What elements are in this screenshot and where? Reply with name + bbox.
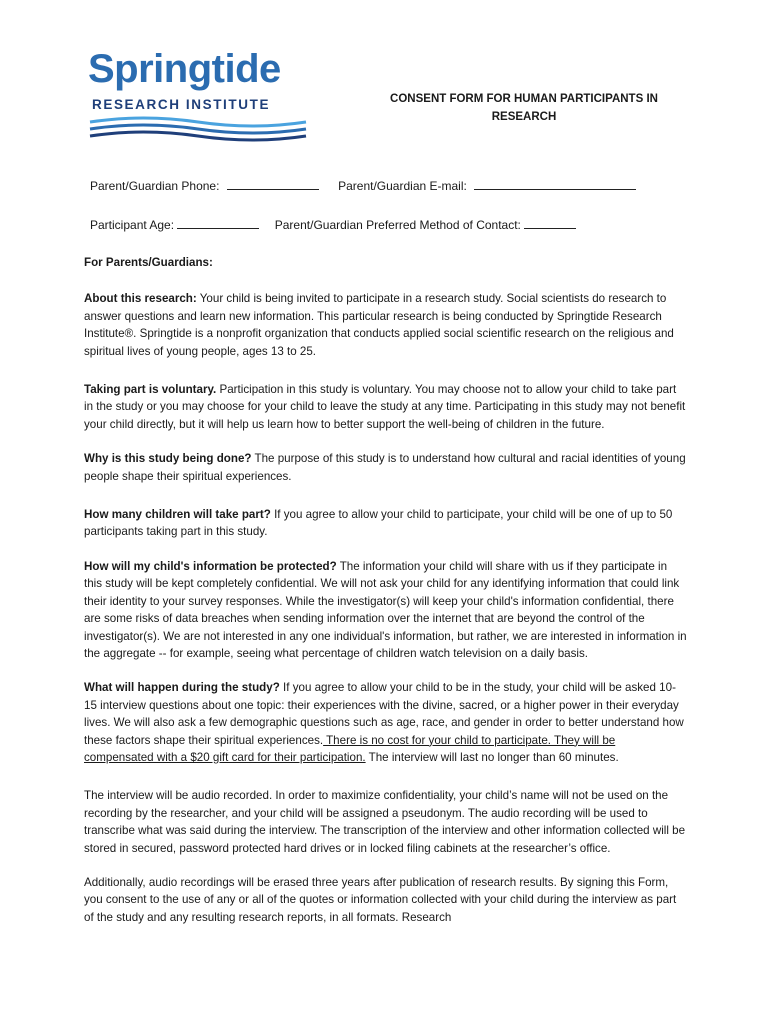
voluntary-paragraph bbox=[84, 381, 688, 433]
phone-email-row bbox=[90, 176, 636, 193]
form-title-line2: RESEARCH bbox=[491, 111, 557, 123]
contact-method-field[interactable] bbox=[524, 215, 576, 229]
logo-brand-text: Springtide bbox=[88, 47, 281, 91]
form-title bbox=[374, 90, 674, 126]
section-heading: For Parents/Guardians: bbox=[84, 256, 213, 269]
about-heading: About this research: bbox=[84, 292, 197, 306]
during-tail: The interview will last no longer than 60 minutes. bbox=[365, 750, 619, 764]
during-body: If you agree to allow your child to be in the study, your child will be asked 10-15 interview questions about one topic: their experiences with the divine, sacred, or a higher power in their everyday lives. We will also ask a few demographic questions such as age, race, and gender in order to better understand how these factors shape their spiritual experiences. bbox=[84, 681, 684, 747]
email-label: Parent/Guardian E-mail: bbox=[338, 179, 467, 193]
age-field[interactable] bbox=[177, 215, 259, 229]
why-paragraph bbox=[84, 450, 688, 485]
about-paragraph bbox=[84, 290, 688, 360]
recorded-paragraph: The interview will be audio recorded. In order to maximize confidentiality, your child’s name will not be used on the recording by the researcher, and your child will be assigned a pseudonym. The audio recording will be used to transcribe what was said during the interview. The transcription of the interview and other information collected will be stored in secured, password protected hard drives or in locked filing cabinets at the researcher’s office. bbox=[84, 789, 686, 855]
form-title-line1: CONSENT FORM FOR HUMAN PARTICIPANTS IN bbox=[390, 93, 658, 105]
howmany-body: If you agree to allow your child to participate, your child will be one of up to 50 participants taking part in this study. bbox=[84, 508, 673, 539]
phone-label: Parent/Guardian Phone: bbox=[90, 179, 220, 193]
age-label: Participant Age: bbox=[90, 218, 175, 232]
howmany-heading: How many children will take part? bbox=[84, 508, 271, 522]
protected-heading: How will my child's information be protected? bbox=[84, 559, 337, 573]
about-body: Your child is being invited to participate in a research study. Social scientists do research to answer questions and learn new information. This particular research is being conducted by Springtide Research Institute®. Springtide is a nonprofit organization that conducts applied social scientific research on the religious and spiritual lives of young people, ages 13 to 25. bbox=[84, 292, 674, 358]
logo-waves-icon bbox=[88, 116, 308, 142]
springtide-logo bbox=[88, 46, 308, 142]
additionally-paragraph: Additionally, audio recordings will be erased three years after publication of research results. By signing this Form, you consent to the use of any or all of the quotes or information collected with your child during the interview as part of the study and any resulting research reports, in all formats. Research bbox=[84, 875, 677, 924]
why-body: The purpose of this study is to understand how cultural and racial identities of young people shape their spiritual experiences. bbox=[84, 452, 686, 483]
why-heading: Why is this study being done? bbox=[84, 452, 252, 466]
protected-body: The information your child will share with us if they participate in this study will be kept completely confidential. We will not ask your child for any identifying information that could link their identity to your survey responses. While the investigator(s) will keep your child's information confidential, there are some risks of data breaches when sending information over the internet that are beyond the control of the investigator(s). We are not interested in any one individual's information, but rather, we are interested in information in the aggregate -- for example, seeing what percentage of children watch television on a daily basis. bbox=[84, 559, 687, 660]
consent-body bbox=[84, 254, 688, 943]
voluntary-heading: Taking part is voluntary. bbox=[84, 383, 217, 397]
phone-field[interactable] bbox=[227, 176, 319, 190]
age-contact-row bbox=[90, 215, 576, 232]
howmany-paragraph bbox=[84, 506, 688, 541]
contact-label: Parent/Guardian Preferred Method of Contact: bbox=[274, 218, 521, 232]
email-field[interactable] bbox=[474, 176, 636, 190]
logo-subtitle-text: RESEARCH INSTITUTE bbox=[92, 97, 271, 112]
protected-paragraph bbox=[84, 558, 688, 662]
voluntary-body: Participation in this study is voluntary. You may choose not to allow your child to take part in the study or you may choose for your child to leave the study at any time. Participating in this study may not benefit your child directly, but it will help us learn how to better support the well-being of children in the future. bbox=[84, 383, 686, 431]
during-paragraph bbox=[84, 679, 688, 766]
during-heading: What will happen during the study? bbox=[84, 681, 280, 695]
compensation-text: There is no cost for your child to participate. They will be compensated with a $20 gift card for their participation. bbox=[84, 733, 616, 764]
